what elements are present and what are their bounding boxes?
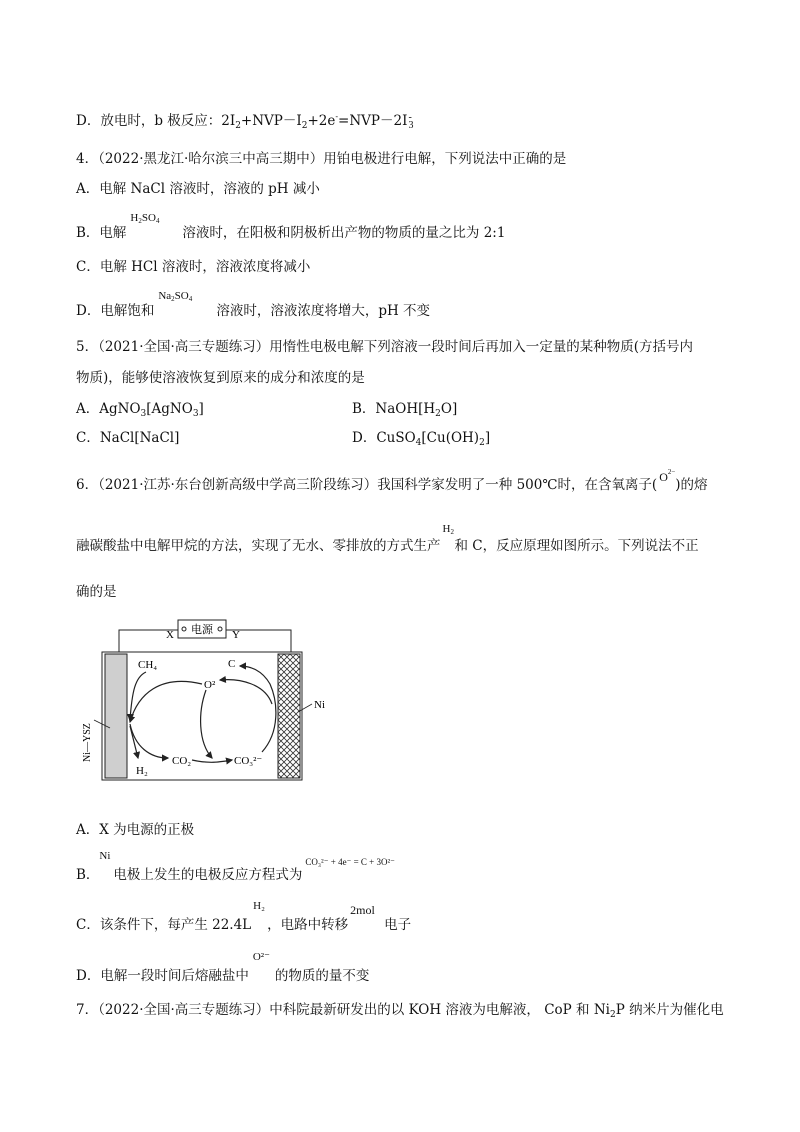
q5-stem-line1: 5．（2021·全国·高三专题练习）用惰性电极电解下列溶液一段时间后再加入一定量的某种物质(方括号内: [76, 339, 694, 355]
q6-option-b: B． Ni 电极上发生的电极反应方程式为 CO₃²⁻ + 4e⁻ = C + 3O²⁻: [76, 850, 395, 883]
power-source-label: 电源: [191, 624, 213, 636]
co3-label: CO₃²⁻: [234, 755, 263, 767]
q6-stem-line1: 6．（2021·江苏·东台创新高级中学高三阶段练习）我国科学家发明了一种 500℃时，在含氧离子( $O^{2-}$ )的熔: [76, 471, 708, 494]
o2-label: O²: [204, 679, 216, 691]
q6-stem-line2: 融碳酸盐中电解甲烷的方法，实现了无水、零排放的方式生产 H2 和 C，反应原理如图所示。下列说法不正: [76, 532, 699, 555]
q6-stem-line3: 确的是: [76, 584, 117, 600]
c-label: C: [228, 658, 236, 670]
q5-stem-line2: 物质)，能够使溶液恢复到原来的成分和浓度的是: [76, 370, 365, 386]
q6-option-c: C．该条件下，每产生 22.4L H₂ ，电路中转移 2mol 电子: [76, 900, 412, 933]
q5-option-d: D．$CuSO_4[Cu(OH)_2]$: [352, 430, 491, 448]
electrode-equation: CO₃²⁻ + 4e⁻ = C + 3O²⁻: [305, 857, 395, 867]
q6-option-d: D．电解一段时间后熔融盐中 O²⁻ 的物质的量不变: [76, 951, 370, 984]
ni-electrode: [278, 654, 300, 778]
q5-option-b: B．$NaOH[H_2O]$: [352, 401, 458, 419]
y-label: Y: [232, 629, 240, 641]
electrolysis-diagram: [80, 612, 340, 792]
q5-option-c: C．NaCl[NaCl]: [76, 430, 180, 446]
q3-option-d: D．放电时，b 极反应：$2I_2+NVP-I_2+2e^-=NVP-2I$ - 3: [76, 112, 414, 131]
q4-option-d: D．电解饱和 Na2SO4 溶液时，溶液浓度将增大，pH 不变: [76, 297, 430, 320]
q4-stem: 4．（2022·黑龙江·哈尔滨三中高三期中）用铂电极进行电解，下列说法中正确的是: [76, 151, 567, 167]
terminal-y: [218, 627, 222, 631]
q4-option-b: B．电解 H2SO4 溶液时，在阳极和阴极析出产物的物质的量之比为 2:1: [76, 219, 505, 242]
ni-ysz-label: Ni—YSZ: [82, 723, 93, 762]
oxide-ion-formula: $O^{2-}$: [659, 468, 676, 484]
ni-label: Ni: [314, 699, 325, 711]
q5-option-a: A．AgNO$_3$[AgNO$_3$]: [76, 401, 204, 419]
h2-label: H₂: [136, 765, 148, 777]
na2so4-formula: Na2SO4: [158, 290, 193, 303]
co2-label: CO₂: [172, 755, 192, 767]
ch4-label: CH₄: [138, 659, 158, 671]
x-label: X: [166, 629, 174, 641]
q7-stem: 7．（2022·全国·高三专题练习）中科院最新研发出的以 KOH 溶液为电解液， CoP 和 $Ni_2P$ 纳米片为催化电: [76, 1002, 724, 1020]
q6-option-a: A．X 为电源的正极: [76, 822, 195, 838]
h2-formula: H2: [442, 523, 454, 536]
q4-option-a: A．电解 NaCl 溶液时，溶液的 pH 减小: [76, 181, 320, 197]
q4-option-c: C．电解 HCl 溶液时，溶液浓度将减小: [76, 259, 311, 275]
h2so4-formula: H2SO4: [130, 212, 160, 225]
terminal-x: [182, 627, 186, 631]
ni-ysz-electrode: [105, 654, 127, 778]
